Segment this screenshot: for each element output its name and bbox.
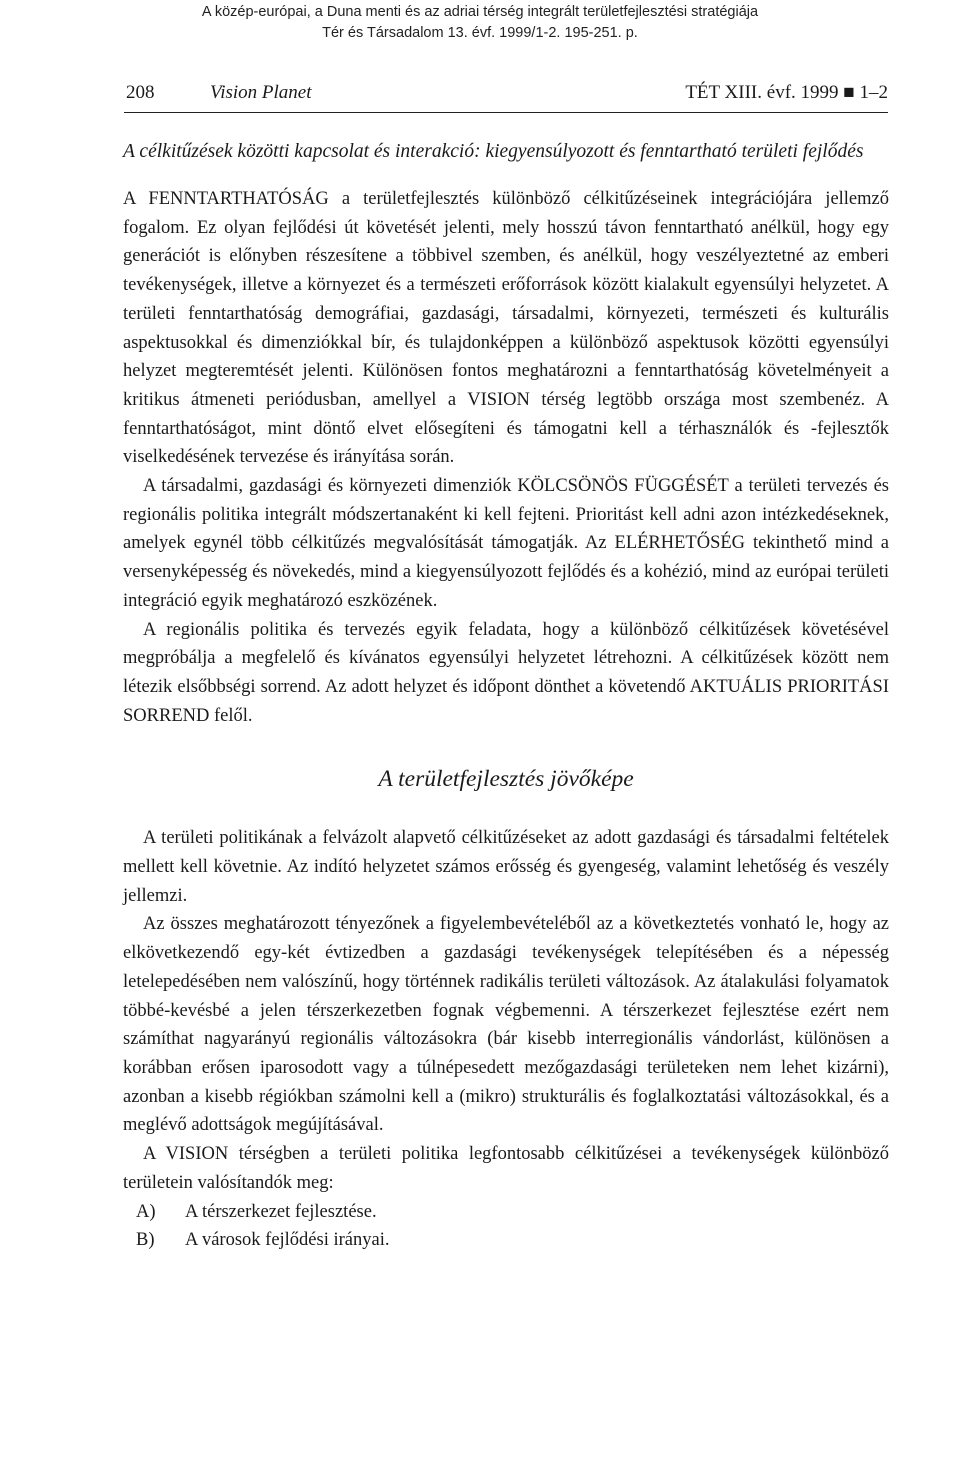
paragraph: Az összes meghatározott tényezőnek a figyelembevételéből az a következtetés vonható le, hogy az elkövetkezendő egy-két évtizedben a gazdasági tevékenységek telepítésében és a népesség letelepedésében nem valószínű, hogy történnek radikális területi változások. Az átalakulási folyamatok többé-kevésbé a jelen térszerkezetben fognak végbemenni. A térszerkezet fejlesztése ezért nem számíthat nagyarányú regionális változásokra (bár kisebb interregionális vándorlást, különösen a korábban erősen iparosodott vagy a túlnépesedett mezőgazdasági területeken nem lehet kizárni), azonban a kisebb régiókban számolni kell a (mikro) strukturális és foglalkoztatási változásokkal, és a meglévő adottságok megújításával. <box>123 914 889 1136</box>
paragraph: A FENNTARTHATÓSÁG a területfejlesztés különböző célkitűzéseinek integrációjára jellemző fogalom. Ez olyan fejlődési út követését jelenti, mely hosszú távon fenntartható anélkül, hogy egy generációt is előnyben részesítene a többivel szemben, és anélkül, hogy veszélyeztetné az emberi tevékenységek, illetve a környezet és a természeti erőforrások között kialakult egyensúlyi helyzetet. A területi fenntarthatóság demográfiai, gazdasági, társadalmi, környezeti, természeti és kulturális aspektusokkal és dimenziókkal bír, és tulajdonképpen a különböző aspektusok közötti egyensúlyi helyzet megteremtését jelenti. Különösen fontos meghatározni a fenntarthatóság követelményeit a kritikus átmeneti periódusban, amellyel a VISION térség legtöbb országa most szembenéz. A fenntarthatóságot, mint döntő elvet elősegíteni és támogatni kell a térhasználók és -fejlesztők viselkedésének tervezése és irányítása során. <box>123 189 889 468</box>
list-marker: B) <box>136 1230 155 1251</box>
source-line-reference: Tér és Társadalom 13. évf. 1999/1-2. 195-251. p. <box>322 25 638 41</box>
journal-issue: TÉT XIII. évf. 1999 ■ 1–2 <box>685 82 888 103</box>
running-header <box>124 82 888 113</box>
list-marker: A) <box>136 1201 156 1222</box>
paragraph: A társadalmi, gazdasági és környezeti dimenziók KÖLCSÖNÖS FÜGGÉSÉT a területi tervezés és regionális politika integrált módszertanaként ki kell fejteni. Prioritást kell adni azon intézkedéseknek, amelyek egynél több célkitűzés megvalósítását támogatják. Az ELÉRHETŐSÉG tekinthető mind a versenyképesség és növekedés, mind a kiegyensúlyozott fejlődés és a kohézió, mind az európai területi integráció egyik meghatározó eszközének. <box>123 476 889 611</box>
source-citation <box>0 2 960 44</box>
list-item <box>123 1226 889 1255</box>
paragraph: A területi politikának a felvázolt alapvető célkitűzéseket az adott gazdasági és társadalmi feltételek mellett kell követnie. Az indító helyzetet számos erősség és gyengeség, valamint lehetőség és veszély jellemzi. <box>123 828 889 906</box>
list-item-text: A térszerkezet fejlesztése. <box>185 1201 377 1222</box>
list-item-text: A városok fejlődési irányai. <box>185 1230 390 1251</box>
source-line-title: A közép-európai, a Duna menti és az adriai térség integrált területfejlesztési stratégiája <box>201 4 759 20</box>
paragraph: A regionális politika és tervezés egyik feladata, hogy a különböző célkitűzések követésével megpróbálja a megfelelő és kívánatos egyensúlyi helyzetet létrehozni. A célkitűzések között nem létezik elsőbbségi sorrend. Az adott helyzet és időpont dönthet a követendő AKTUÁLIS PRIORITÁSI SORREND felől. <box>123 619 889 726</box>
section-heading: A célkitűzések közötti kapcsolat és interakció: kiegyensúlyozott és fenntartható területi fejlődés <box>123 141 864 162</box>
section-title: A területfejlesztés jövőképe <box>378 766 634 793</box>
journal-title: Vision Planet <box>210 82 312 103</box>
page-content <box>123 138 889 1255</box>
page-number: 208 <box>126 82 155 103</box>
list-item <box>123 1198 889 1227</box>
paragraph: A VISION térségben a területi politika legfontosabb célkitűzései a tevékenységek különböző területein valósítandók meg: <box>123 1144 889 1193</box>
